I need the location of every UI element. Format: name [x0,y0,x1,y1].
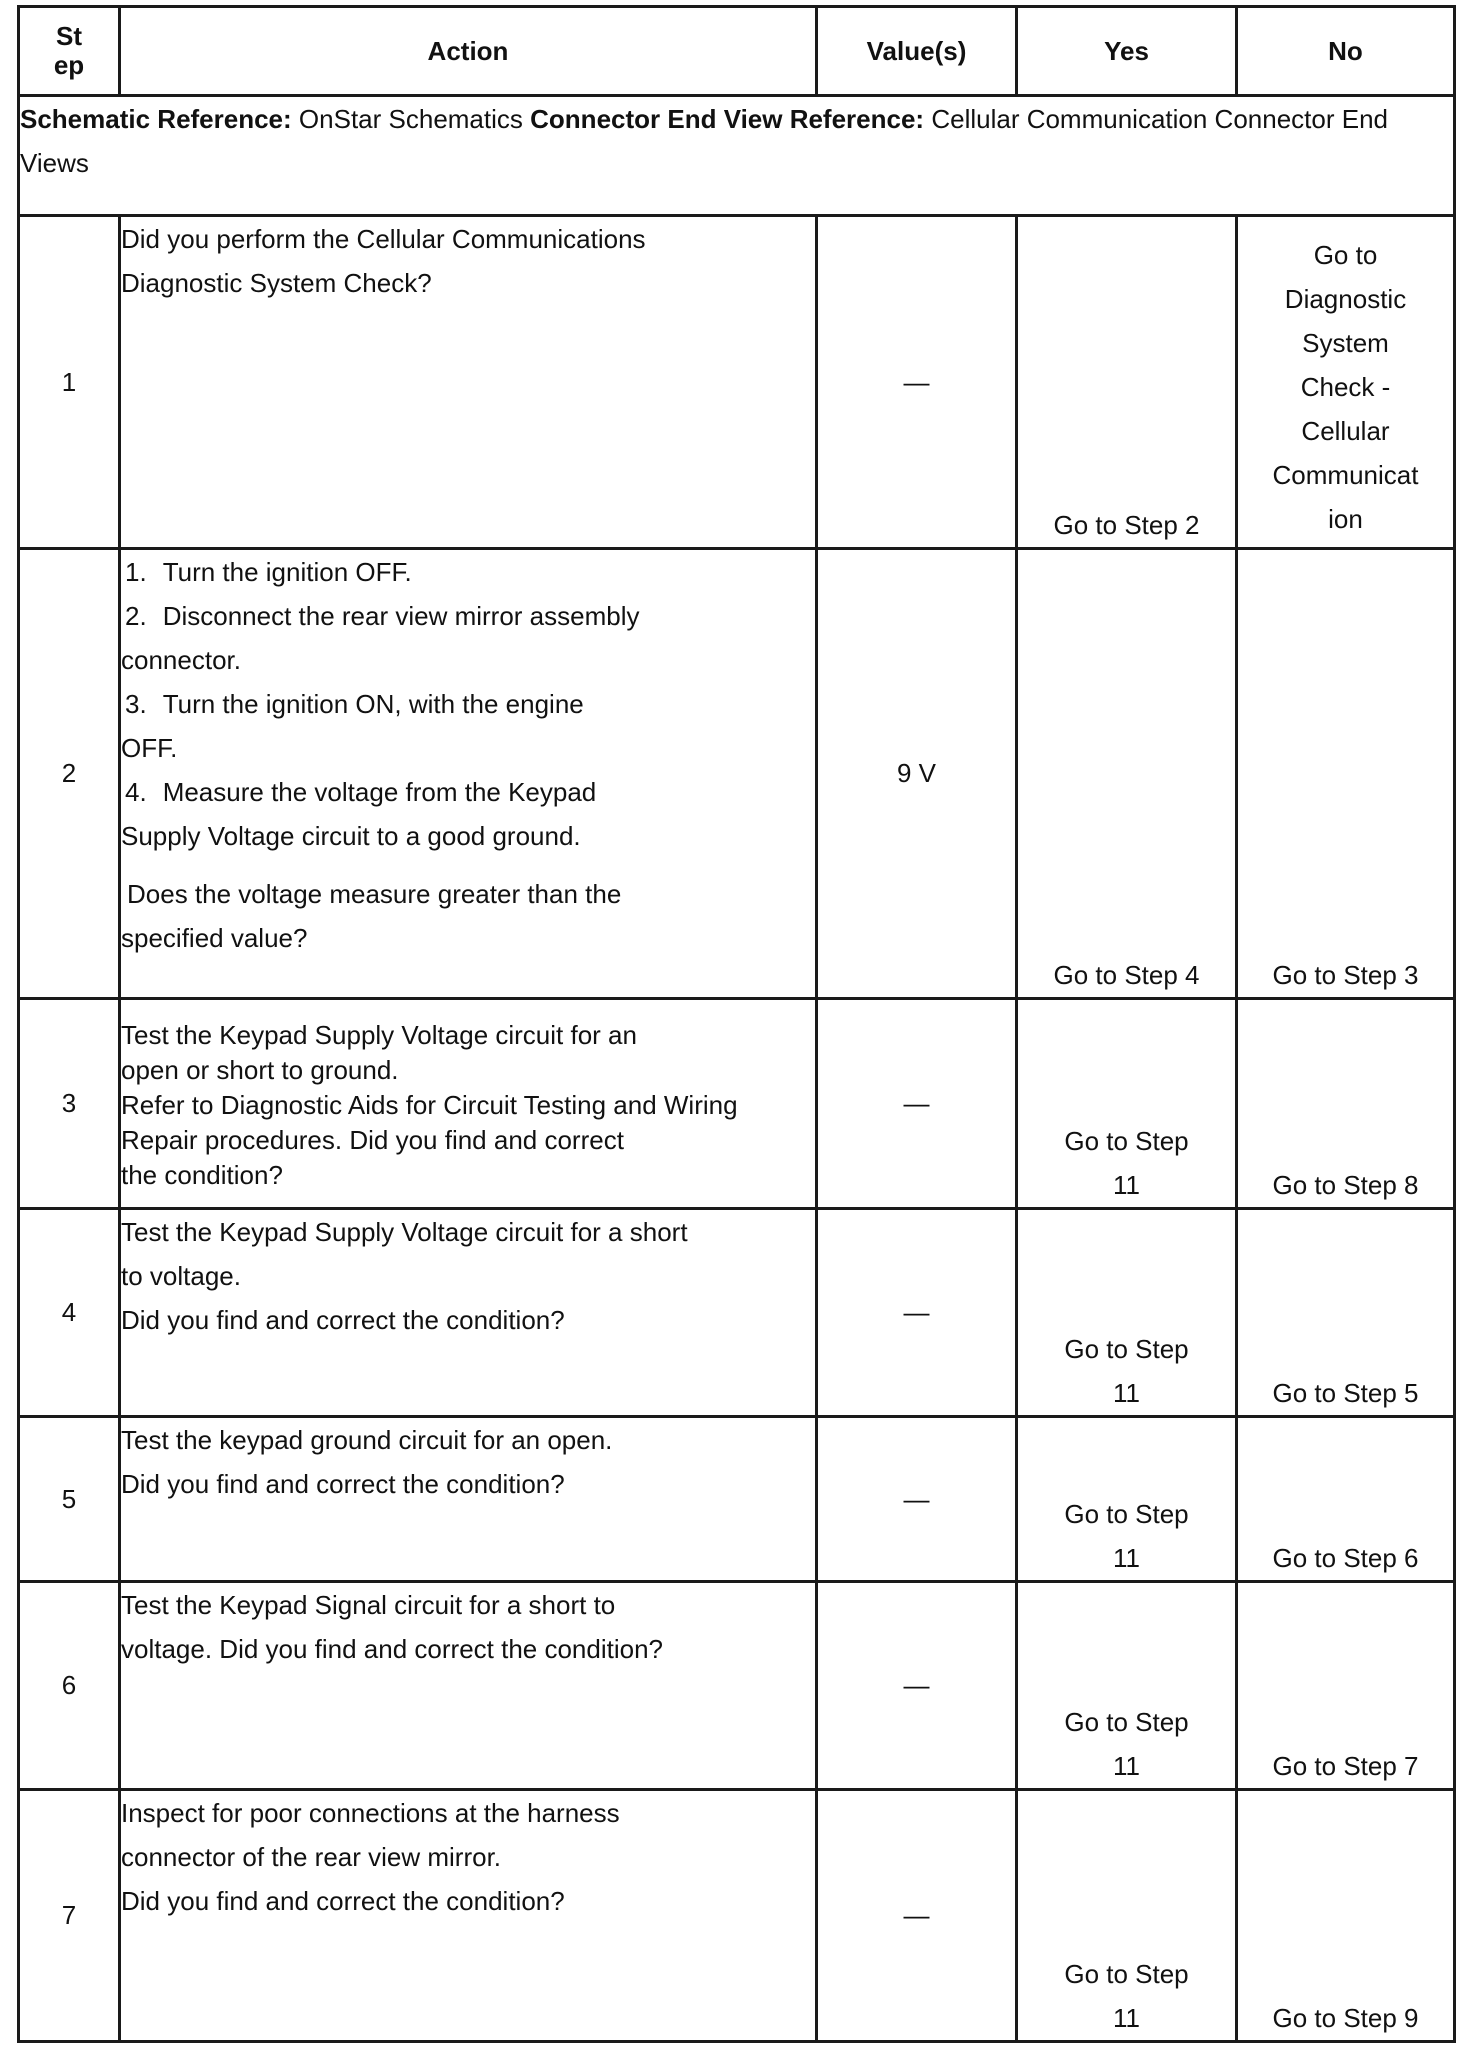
diagnostic-table [17,5,1456,2043]
procedure-number: 3. [125,689,147,719]
yes-line: 11 [1113,2003,1140,2033]
value-cell: — [817,1209,1017,1417]
yes-line: 11 [1113,1170,1140,1200]
action-line: Inspect for poor connections at the harness [121,1798,620,1828]
step-row-7 [19,1790,1455,2042]
header-step: St ep [19,7,120,96]
action-cell [120,1790,817,2042]
no-cell: Go to Step 8 [1237,999,1455,1209]
no-line: System [1302,328,1389,358]
yes-cell [1017,1209,1237,1417]
action-line: Did you find and correct the condition? [121,1886,565,1916]
step-row-5 [19,1417,1455,1582]
action-line: open or short to ground. [121,1055,399,1085]
yes-cell: Go to Step 2 [1017,216,1237,549]
procedure-text: Disconnect the rear view mirror assembly [162,601,640,631]
procedure-number: 4. [125,777,147,807]
action-line: to voltage. [121,1261,241,1291]
action-cell [120,549,817,999]
action-line: Repair procedures. Did you find and correct [121,1125,624,1155]
yes-line: 11 [1113,1543,1140,1573]
yes-cell [1017,1417,1237,1582]
no-cell: Go to Step 6 [1237,1417,1455,1582]
step-number: 1 [19,216,120,549]
step-number: 2 [19,549,120,999]
value-cell: — [817,1417,1017,1582]
reference-row [19,96,1455,216]
question-line: Does the voltage measure greater than the [127,879,622,909]
step-number: 7 [19,1790,120,2042]
step-row-2 [19,549,1455,999]
procedure-text: Turn the ignition ON, with the engine [162,689,584,719]
step-number: 3 [19,999,120,1209]
yes-line: Go to Step [1064,1334,1189,1364]
yes-line: Go to Step [1064,1126,1189,1156]
yes-line: 11 [1113,1751,1140,1781]
action-cell [120,1582,817,1790]
no-line: ion [1328,504,1363,534]
yes-cell [1017,1790,1237,2042]
step-number: 5 [19,1417,120,1582]
action-line: Diagnostic System Check? [121,268,432,298]
procedure-step [121,594,815,638]
action-line: Test the Keypad Signal circuit for a short to [121,1590,616,1620]
header-yes: Yes [1017,7,1237,96]
action-line: Test the Keypad Supply Voltage circuit for a short [121,1217,688,1247]
yes-cell: Go to Step 4 [1017,549,1237,999]
action-line: Test the keypad ground circuit for an open. [121,1425,613,1455]
procedure-continuation: OFF. [121,733,178,763]
procedure-text: Turn the ignition OFF. [162,557,412,587]
procedure-number: 1. [125,557,147,587]
yes-line: Go to Step [1064,1707,1189,1737]
connector-reference-value: Cellular Communication Connector End Views [20,104,1388,178]
no-line: Diagnostic [1284,284,1407,314]
action-line: connector of the rear view mirror. [121,1842,502,1872]
procedure-continuation: Supply Voltage circuit to a good ground. [121,821,581,851]
no-line: Cellular [1301,416,1390,446]
value-cell: — [817,999,1017,1209]
schematic-reference-value: OnStar Schematics [298,104,523,134]
no-cell: Go to Step 7 [1237,1582,1455,1790]
value-cell: — [817,1790,1017,2042]
header-action: Action [120,7,817,96]
question-text [121,872,815,960]
procedure-step [121,550,815,594]
action-line: Did you perform the Cellular Communications [121,224,646,254]
value-cell: — [817,216,1017,549]
yes-line: 11 [1113,1378,1140,1408]
no-line: Check - [1300,372,1391,402]
action-cell [120,1417,817,1582]
step-number: 4 [19,1209,120,1417]
procedure-number: 2. [125,601,147,631]
step-row-1 [19,216,1455,549]
step-row-4 [19,1209,1455,1417]
procedure-step [121,770,815,814]
step-number: 6 [19,1582,120,1790]
action-line: the condition? [121,1160,283,1190]
action-line: Test the Keypad Supply Voltage circuit for an [121,1020,637,1050]
yes-cell [1017,999,1237,1209]
step-row-6 [19,1582,1455,1790]
action-line: voltage. Did you find and correct the condition? [121,1634,664,1664]
action-line: Refer to Diagnostic Aids for Circuit Testing and Wiring [121,1090,738,1120]
no-line: Communicat [1272,460,1419,490]
action-line: Did you find and correct the condition? [121,1305,565,1335]
schematic-reference-label: Schematic Reference: [20,104,292,134]
header-values: Value(s) [817,7,1017,96]
value-cell: 9 V [817,549,1017,999]
procedure-continuation: connector. [121,645,241,675]
step-row-3 [19,999,1455,1209]
header-row [19,7,1455,96]
reference-cell [19,96,1455,216]
connector-reference-label: Connector End View Reference: [530,104,925,134]
action-cell [120,216,817,549]
header-no: No [1237,7,1455,96]
action-cell [120,999,817,1209]
no-cell: Go to Step 3 [1237,549,1455,999]
procedure-text: Measure the voltage from the Keypad [162,777,597,807]
no-line: Go to [1313,240,1378,270]
yes-cell [1017,1582,1237,1790]
no-cell [1237,216,1455,549]
no-cell: Go to Step 9 [1237,1790,1455,2042]
action-line: Did you find and correct the condition? [121,1469,565,1499]
action-cell [120,1209,817,1417]
value-cell: — [817,1582,1017,1790]
no-cell: Go to Step 5 [1237,1209,1455,1417]
yes-line: Go to Step [1064,1959,1189,1989]
yes-line: Go to Step [1064,1499,1189,1529]
procedure-step [121,682,815,726]
question-line: specified value? [121,923,308,953]
